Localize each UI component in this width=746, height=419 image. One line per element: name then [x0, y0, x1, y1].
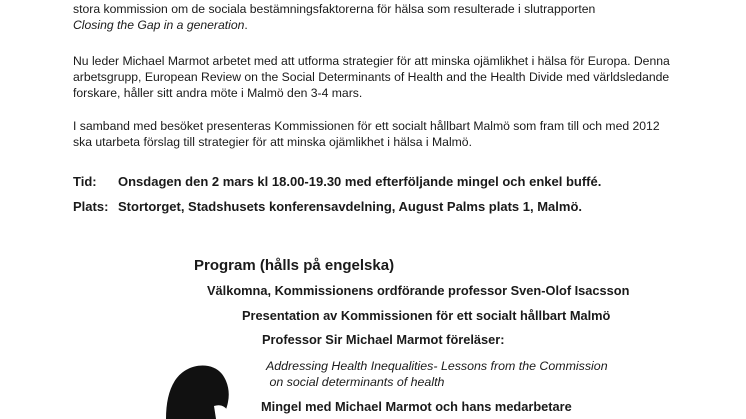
portrait-silhouette	[158, 356, 258, 419]
intro-paragraph-2: Nu leder Michael Marmot arbetet med att utforma strategier för att minska ojämlikhet i hälsa för Europa. Denna arbetsgrupp, European Review on the Social Determinants of Health and the Health Divide med världsledande forskare, håller sitt andra möte i Malmö den 3-4 mars.	[73, 54, 670, 100]
intro-paragraph-3: I samband med besöket presenteras Kommissionen för ett socialt hållbart Malmö som fram till och med 2012 ska utarbeta förslag till strategier för att minska ojämlikhet i hälsa i Malmö.	[73, 119, 660, 149]
intro-paragraph-1	[73, 1, 595, 33]
event-place	[73, 199, 582, 214]
program-item-welcome: Välkomna, Kommissionens ordförande professor Sven-Olof Isacsson	[207, 283, 630, 298]
lecture-title	[266, 358, 608, 390]
program-item-mingle: Mingel med Michael Marmot och hans medarbetare	[261, 399, 572, 414]
event-place-label: Plats:	[73, 199, 109, 214]
lecture-title-line-1: Addressing Health Inequalities- Lessons from the Commission	[266, 359, 608, 373]
lecture-title-line-2: on social determinants of health	[269, 375, 445, 389]
program-item-presentation: Presentation av Kommissionen för ett socialt hållbart Malmö	[242, 308, 611, 323]
event-place-value: Stortorget, Stadshusets konferensavdelning, August Palms plats 1, Malmö.	[118, 199, 583, 214]
event-time-label: Tid:	[73, 174, 97, 189]
report-title: Closing the Gap in a generation	[73, 18, 245, 32]
event-time	[73, 174, 601, 189]
program-title: Program (hålls på engelska)	[194, 257, 395, 274]
program-item-lecture: Professor Sir Michael Marmot föreläser:	[262, 332, 505, 347]
event-time-value: Onsdagen den 2 mars kl 18.00-19.30 med efterföljande mingel och enkel buffé.	[118, 174, 602, 189]
report-title-period: .	[244, 18, 248, 32]
intro-line-1: stora kommission om de sociala bestämningsfaktorerna för hälsa som resulterade i slutrapporten	[73, 2, 596, 16]
